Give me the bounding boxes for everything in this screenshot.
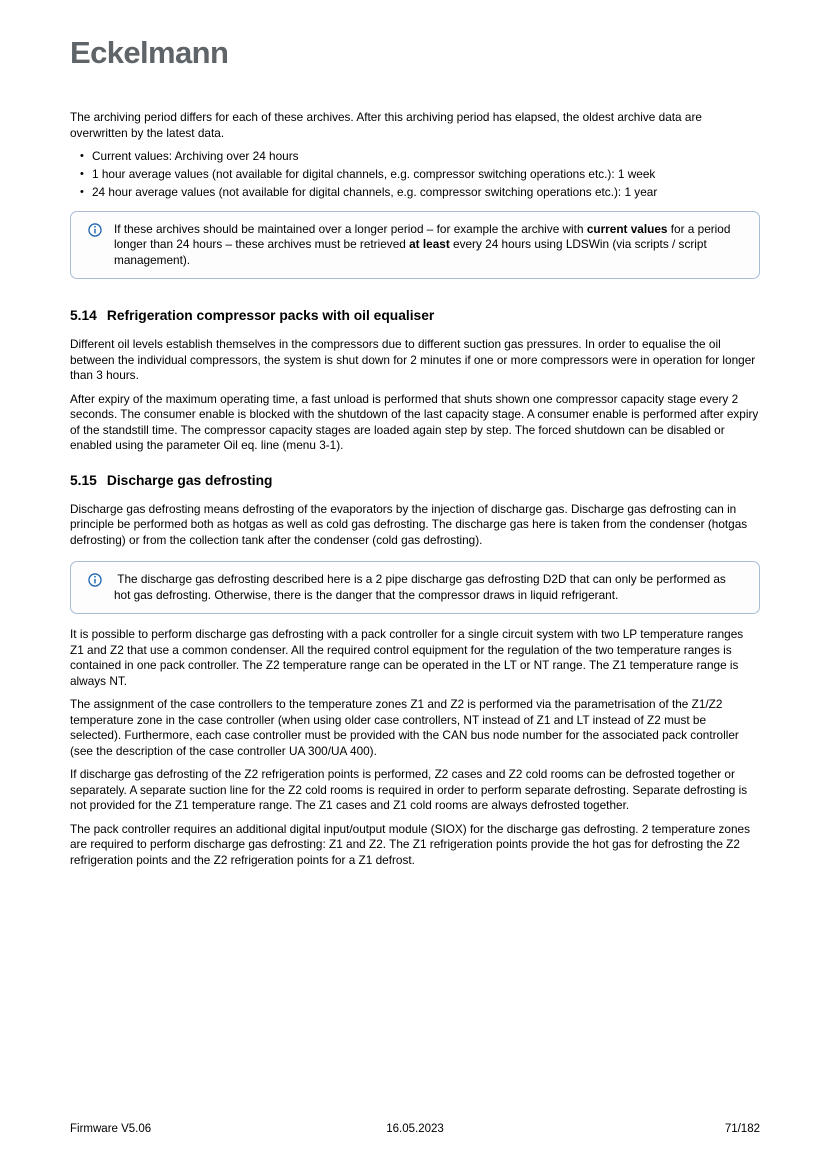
archive-bullet-list (70, 149, 760, 201)
note-text-part: every 24 hours using LDSWin (via scripts / script management). (114, 237, 711, 267)
note-text: The discharge gas defrosting described here is a 2 pipe discharge gas defrosting D2D that can only be performed as hot gas defrosting. Otherwise, there is the danger that the compressor draws in liquid refrigerant. (114, 572, 730, 602)
section-title: Discharge gas defrosting (106, 472, 273, 488)
note-text-part: If these archives should be maintained over a longer period – for example the archive with (114, 221, 587, 236)
section-heading-5-15 (70, 472, 760, 489)
bullet-text: Current values: Archiving over 24 hours (92, 149, 299, 163)
body-paragraph: It is possible to perform discharge gas defrosting with a pack controller for a single circuit system with two LP temperature ranges Z1 and Z2 that use a common condenser. All the required control equipment for the regulation of the two temperature ranges is contained in one pack controller. The Z2 temperature range can be operated in the LT or NT range. The Z1 temperature range is always NT. (70, 627, 744, 688)
bullet-icon: • (80, 168, 84, 180)
footer-date: 16.05.2023 (386, 1123, 444, 1135)
note-text-part: for a period longer than 24 hours – these archives must be retrieved (114, 221, 734, 251)
list-item (70, 185, 760, 201)
body-paragraph: The assignment of the case controllers to the temperature zones Z1 and Z2 is performed via the parametrisation of the Z1/Z2 temperature zone in the case controller (when using older case controllers, NT instead of Z1 and LT instead of Z2 must be selected). Furthermore, each case controller must be provided with the CAN bus node number for the associated pack controller (see the description of the case controller UA 300/UA 400). (70, 697, 739, 758)
bullet-text: 24 hour average values (not available for digital channels, e.g. compressor switching operations etc.): 1 year (92, 185, 658, 199)
section-title: Refrigeration compressor packs with oil equaliser (106, 308, 435, 323)
info-icon (88, 573, 102, 592)
bullet-text: 1 hour average values (not available for digital channels, e.g. compressor switching operations etc.): 1 week (92, 167, 656, 181)
note-box-archives (70, 211, 760, 280)
section-heading-5-14 (70, 307, 760, 324)
bullet-icon: • (80, 186, 84, 198)
note-box-defrosting (70, 561, 760, 614)
page-content (70, 0, 760, 868)
body-paragraph: If discharge gas defrosting of the Z2 refrigeration points is performed, Z2 cases and Z2 cold rooms can be defrosted together or separately. A separate suction line for the Z2 cold rooms is required in order to perform separate defrosting. Separate defrosting is not provided for the Z1 temperature range. The Z1 cases and Z1 cold rooms are always defrosted together. (70, 767, 748, 812)
page-footer (70, 1122, 760, 1136)
footer-firmware-version: Firmware V5.06 (70, 1123, 152, 1135)
intro-paragraph: The archiving period differs for each of these archives. After this archiving period has elapsed, the oldest archive data are overwritten by the latest data. (70, 110, 702, 140)
section-number: 5.14 (70, 308, 97, 323)
info-icon (88, 223, 102, 242)
note-text (114, 222, 743, 269)
note-text-bold: current values (586, 221, 668, 236)
note-text-bold: at least (409, 237, 450, 251)
body-paragraph: Discharge gas defrosting means defrosting of the evaporators by the injection of discharge gas. Discharge gas defrosting can in principle be performed both as hotgas as well as cold gas defrosting. The discharge gas here is taken from the condenser (hotgas defrosting) or from the collection tank after the condenser (cold gas defrosting). (70, 501, 748, 547)
eckelmann-logo: Eckelmann (70, 35, 229, 70)
list-item (70, 167, 760, 183)
list-item (70, 149, 760, 165)
body-paragraph: After expiry of the maximum operating time, a fast unload is performed that shuts shown one compressor capacity stage every 2 seconds. The consumer enable is blocked with the shutdown of the last capacity stage. A consumer enable is performed after expiry of the standstill time. The compressor capacity stages are loaded again step by step. The forced shutdown can be disabled or enabled using the parameter Oil eq. line (menu 3-1). (70, 391, 759, 452)
body-paragraph: The pack controller requires an additional digital input/output module (SIOX) for the discharge gas defrosting. 2 temperature zones are required to perform discharge gas defrosting: Z1 and Z2. The Z1 refrigeration points provide the hot gas for defrosting the Z2 refrigeration points and the Z2 refrigeration points for a Z1 defrost. (70, 821, 751, 867)
body-paragraph: Different oil levels establish themselves in the compressors due to different suction gas pressures. In order to equalise the oil between the individual compressors, the system is shut down for 2 minutes if one or more compressors were in operation for longer than 3 hours. (70, 337, 756, 382)
footer-page-number: 71/182 (724, 1123, 760, 1135)
bullet-icon: • (80, 150, 84, 162)
section-number: 5.15 (70, 472, 97, 488)
